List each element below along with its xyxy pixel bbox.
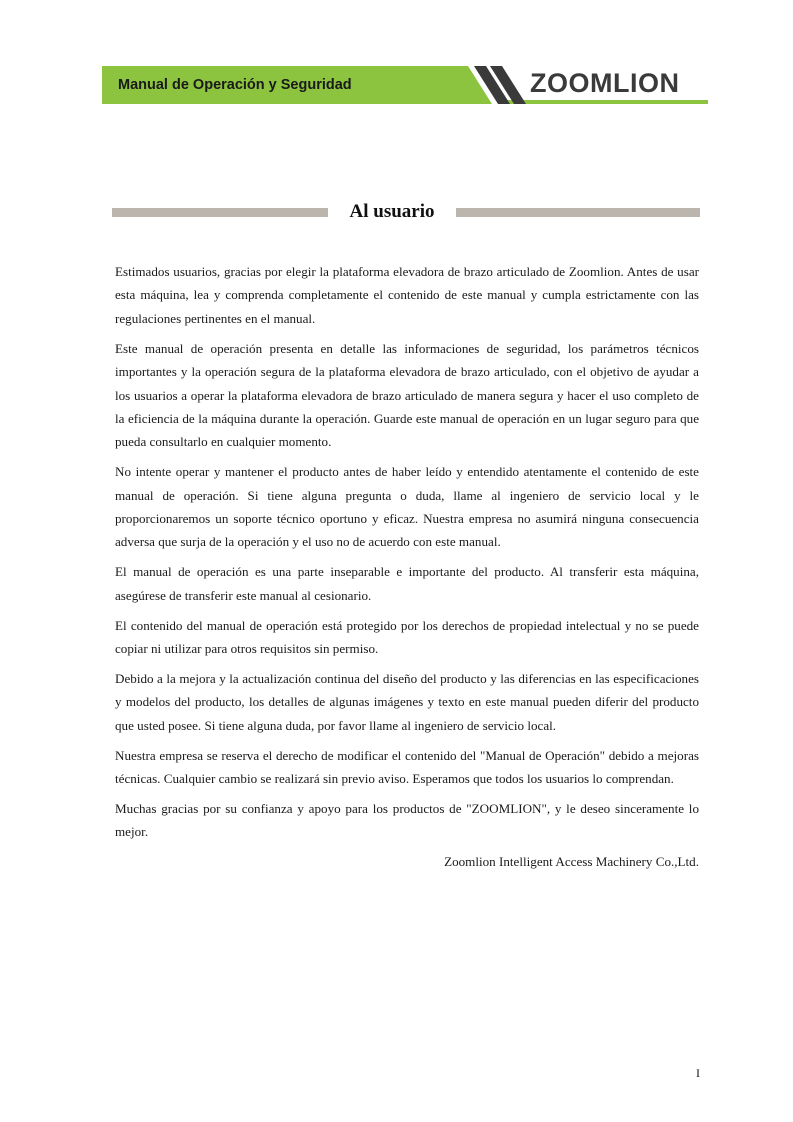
- paragraph: Nuestra empresa se reserva el derecho de modificar el contenido del "Manual de Operación" debido a mejoras técnicas. Cualquier cambio se realizará sin previo aviso. Esperamos que todos los usuarios lo comprendan.: [115, 747, 699, 787]
- paragraph: Este manual de operación presenta en detalle las informaciones de seguridad, los parámetros técnicos importantes y la operación segura de la plataforma elevadora de brazo articulado, con el objetivo de ayudar a los usuarios a operar la plataforma elevadora de brazo articulado de manera segura y hacer el uso completo de la eficiencia de la máquina durante la operación. Guarde este manual de operación en un lugar seguro para que pueda consultarlo en cualquier momento.: [115, 340, 699, 450]
- paragraph: No intente operar y mantener el producto antes de haber leído y entendido atentamente el contenido de este manual de operación. Si tiene alguna pregunta o duda, llame al ingeniero de servicio local y le proporcionaremos un soporte técnico oportuno y eficaz. Nuestra empresa no asumirá ninguna consecuencia adversa que surja de la operación y el uso no de acuerdo con este manual.: [115, 464, 699, 550]
- brand-logo-text: ZOOMLION: [530, 68, 680, 98]
- section-title: Al usuario: [349, 201, 435, 222]
- paragraph: Muchas gracias por su confianza y apoyo para los productos de "ZOOMLION", y le deseo sinceramente lo mejor.: [115, 801, 699, 840]
- zoomlion-logo-icon: [468, 66, 528, 104]
- header-title: Manual de Operación y Seguridad: [118, 77, 352, 93]
- paragraph: Estimados usuarios, gracias por elegir la plataforma elevadora de brazo articulado de Zoomlion. Antes de usar esta máquina, lea y comprenda completamente el contenido de este manual y cumpla estrictamente con las regulaciones pertinentes en el manual.: [115, 264, 699, 326]
- paragraph: El manual de operación es una parte inseparable e importante del producto. Al transferir esta máquina, asegúrese de transferir este manual al cesionario.: [115, 564, 699, 603]
- page-number: I: [696, 1066, 700, 1080]
- company-signature: Zoomlion Intelligent Access Machinery Co.,Ltd.: [444, 854, 699, 870]
- body-content: [115, 260, 699, 874]
- heading-rule-left: [112, 208, 328, 217]
- paragraph: El contenido del manual de operación está protegido por los derechos de propiedad intelectual y no se puede copiar ni utilizar para otros requisitos sin permiso.: [115, 617, 699, 657]
- paragraph: Debido a la mejora y la actualización continua del diseño del producto y las diferencias en las especificaciones y modelos del producto, los detalles de algunas imágenes y texto en este manual pueden diferir del producto que usted posee. Si tiene alguna duda, por favor llame al ingeniero de servicio local.: [115, 671, 699, 733]
- page-header: [102, 66, 708, 104]
- heading-rule-right: [456, 208, 700, 217]
- section-heading: [112, 198, 700, 226]
